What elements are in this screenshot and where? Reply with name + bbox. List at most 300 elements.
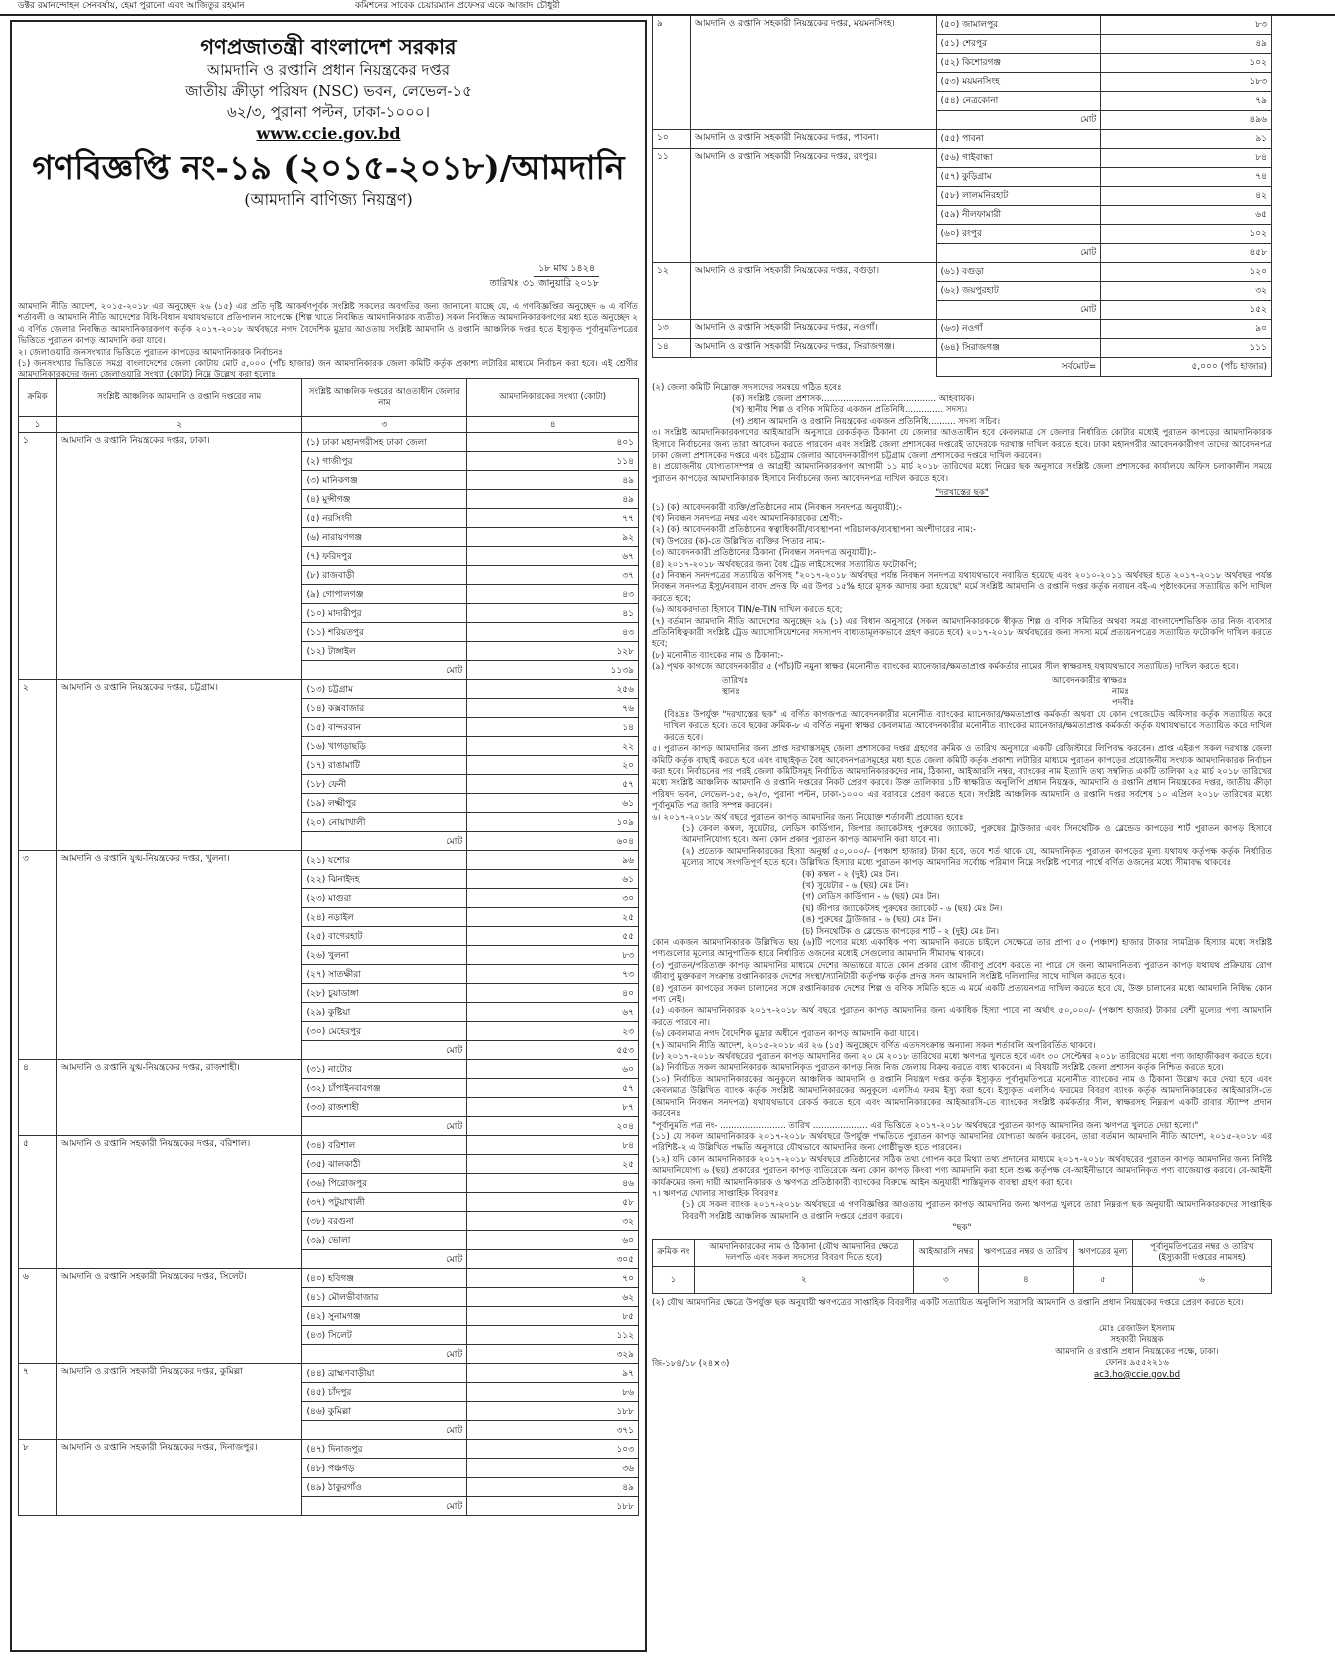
signer-behalf: আমদানি ও রপ্তানি প্রধান নিয়ন্ত্রকের পক্ষে, ঢাকা। [1055,1346,1219,1357]
district-name: (৪০) হবিগঞ্জ [302,1269,467,1288]
th-num-4: ৪ [467,417,639,433]
district-quota: ৪০ [467,984,639,1003]
district-quota: ৬১ [467,870,639,889]
district-name: (৮) রাজবাড়ী [302,566,467,585]
district-name: (২১) যশোর [302,851,467,870]
total-label: মোট [302,661,467,680]
district-quota: ৬০ [467,1060,639,1079]
bt-n6: ৬ [1133,1267,1272,1294]
committee-c: (গ) প্রধান আমদানি ও রপ্তানি নিয়ন্ত্রকের একজন প্রতিনিধি.......... সদস্য সচিব। [732,416,1001,427]
district-quota: ৩৬ [467,1459,639,1478]
office-name: আমদানি ও রপ্তানি সহকারী নিয়ন্ত্রকের দপ্তর, পাবনা। [690,129,936,148]
district-name: (৫৬) গাইবান্ধা [936,148,1101,167]
total-value: ৪৯৬ [1101,110,1272,129]
th-quota: আমদানিকারকের সংখ্যা (কোটা) [467,379,639,417]
bt-n4: ৪ [979,1267,1074,1294]
para-6-2: (২) প্রত্যেক আমদানিকারকের হিস্যা অনুর্ধ্ব ৫০,০০০/- (পঞ্চাশ হাজার) টাকা হবে, তবে শর্ত থাকে যে, আমদানিকৃত পুরাতন কাপড়ের মূল্য যথাযথ কর্তৃপক্ষ কর্তৃক নির্ধারিত মূল্যের সাথে সংগতিপূর্ণ হতে হবে। উল্লিখিত হিস্যার মধ্যে পুরাতন কাপড় আমদানির সর্বোচ্চ পরিমাণ নিম্নে সংশ্লিষ্ট পণ্যের পার্শ্বে বর্ণিত ওজনের মধ্যে সীমাবদ্ধ থাকবেঃ [682,846,1272,869]
office-serial: ৯ [653,15,691,129]
district-name: (৫৯) নীলফামারী [936,205,1101,224]
office-name: আমদানি ও রপ্তানি নিয়ন্ত্রকের দপ্তর, চট্টগ্রাম। [56,680,302,851]
office-name: আমদানি ও রপ্তানি সহকারী নিয়ন্ত্রকের দপ্তর, দিনাজপুর। [56,1440,302,1516]
bt-h2: আমদানিকারকের নাম ও ঠিকানা (যৌথ আমদানির ক্ষেত্রে দলপতি এবং সকল সদস্যের বিবরণ দিতে হবে) [694,1239,913,1267]
date-label: তারিখঃ [489,278,519,289]
condition-item: (১২) যদি কোন আমদানিকারক ২০১৭-২০১৮ অর্থবছরে প্রতিষ্ঠানের সঠিক তথ্য গোপন করে মিথ্যা তথ্য প্রদানের মাধ্যমে ২০১৭-২০১৮ অর্থবছরের পুরাতন কাপড় আমদানির জন্য নির্দিষ্ট আমদানিযোগ্য ৬ (ছয়) প্রকারের পুরাতন কাপড় ব্যতিরেকে অন্য কোন কাপড় কিংবা পণ্য আমদানি করা হলে শুল্ক কর্তৃপক্ষ বে-আইনীভাবে আমদানিকৃত পণ্য বাজেয়াপ্ত করবে। বে-আইনী কার্যক্রমের জন্য দায়ী আমদানিকারক ও ঋণপত্র প্রতিষ্ঠাকারী ব্যাংকের বিরুদ্ধে আইন অনুযায়ী শাস্তিমূলক ব্যবস্থা গ্রহণ করা হবে। [652,1154,1272,1188]
weight-item: (খ) সুয়েটার - ৬ (ছয়) মেঃ টন। [802,880,909,891]
office-name: আমদানি ও রপ্তানি সহকারী নিয়ন্ত্রকের দপ্তর, বগুড়া। [690,262,936,319]
chhok-title: "ছক" [952,1223,972,1234]
district-quota: ৪৯ [467,490,639,509]
condition-item: "পূর্বানুমতি পত্র নং- ........................ তারিখ .................... এর ভিত্তিতে ২০১৭-২০১৮ অর্থবছরে পুরাতন কাপড় আমদানির জন্য ঋণপত্র খুলতে দেয়া হলো।" [652,1120,1199,1131]
office-name: আমদানি ও রপ্তানি সহকারী নিয়ন্ত্রকের দপ্তর, বরিশাল। [56,1136,302,1269]
district-quota: ১১১ [1101,338,1272,357]
form-item: (৫) নিবন্ধন সনদপত্রের সত্যায়িত কপিসহ "২০১৭-২০১৮ অর্থবছর পর্যন্ত নিবন্ধন সনদপত্র যথাযথভাবে নবায়িত হয়েছে এবং ২০১০-২০১১ অর্থবছর হতে ২০১৭-২০১৮ অর্থবছর পর্যন্ত নিবন্ধন সনদপত্র ইস্যু/নবায়ন বাবদ প্রদত্ত ফি এর উপর ১৫% হারে মূসক আদায় করা হয়েছে" মর্মে সংশ্লিষ্ট আমদানি ও রপ্তানি দপ্তর কর্তৃক নবায়ন বই-এ পৃষ্ঠাংকনের সত্যায়িত কপি দাখিল করতে হবে; [652,571,1272,604]
district-name: (২৮) চুয়াডাঙ্গা [302,984,467,1003]
address: ৬২/৩, পুরানা পল্টন, ঢাকা-১০০০। [227,103,430,121]
district-quota: ৪৬ [467,1174,639,1193]
bt-h4: ঋণপত্রের নম্বর ও তারিখ [979,1239,1074,1267]
district-quota: ৯১ [1101,129,1272,148]
district-name: (৯) গোপালগঞ্জ [302,585,467,604]
district-name: (২০) নোয়াখালী [302,813,467,832]
form-date: তারিখঃ [722,675,749,686]
date-block [409,262,599,291]
office-name: আমদানি ও রপ্তানি যুগ্ম-নিয়ন্ত্রকের দপ্তর, রাজশাহী। [56,1060,302,1136]
form-item: (৬) আয়করদাতা হিসাবে TIN/e-TIN দাখিল করতে হবে; [652,605,843,616]
district-quota: ৫৫ [467,927,639,946]
para-4: ৪। প্রয়োজনীয় যোগ্যতাসম্পন্ন ও আগ্রহী আমদানিকারকগণ আগামী ১১ মার্চ ২০১৮ তারিখের মধ্যে নিম্নের ছক অনুসারে সংশ্লিষ্ট জেলা প্রশাসকের কার্যালয়ে অফিস চলাকালীন সময়ে পুরাতন কাপড়ের আমদানিকারক হিসাবে নির্বাচনের জন্য আবেদনপত্র দাখিল করতে হবে। [652,462,1272,484]
office-name: আমদানি ও রপ্তানি সহকারী নিয়ন্ত্রকের দপ্তর, রংপুর। [690,148,936,262]
district-name: (৪৯) ঠাকুরগাঁও [302,1478,467,1497]
form-item: (৮) মনোনীত ব্যাংকের নাম ও ঠিকানা:- [652,650,784,661]
condition-item: (৪) পুরাতন কাপড়ের সকল চালানের সঙ্গে রপ্তানিকারক দেশের শিল্প ও বণিক সমিতি হতে এ মর্মে একটি প্রত্যয়নপত্র দাখিল করতে হবে যে, উক্ত চালানের মধ্যে আমদানি নিষিদ্ধ কোন পণ্য নেই। [652,983,1272,1006]
district-quota: ২৫ [467,908,639,927]
district-name: (৫০) জামালপুর [936,15,1101,34]
form-place: স্থানঃ [722,687,740,698]
form-items [652,503,1272,674]
form-item: (২) (ক) আবেদনকারী প্রতিষ্ঠানের স্বত্বাধিকারী/ব্যবস্থাপনা পরিচালক/ব্যবস্থাপনা অংশীদারের নাম:- [652,525,976,536]
district-name: (৬) নারায়ণগঞ্জ [302,528,467,547]
weight-item: (ক) কম্বল - ২ (দুই) মেঃ টন। [802,869,899,880]
district-quota: ৯২ [467,528,639,547]
district-name: (১৩) চট্টগ্রাম [302,680,467,699]
table-row [653,319,1272,338]
district-name: (৪১) মৌলভীবাজার [302,1288,467,1307]
district-quota: ২৩ [467,1022,639,1041]
weight-list [652,870,1272,938]
form-item: (৭) বর্তমান আমদানি নীতি আদেশের অনুচ্ছেদ ২৯ (১) এর বিধান অনুসারে (সকল আমদানিকারককে স্বীকৃত শিল্প ও বণিক সমিতির অথবা সমগ্র বাংলাদেশভিত্তিক তার নিজ ব্যবসার প্রতিনিধিত্বকারী সংশ্লিষ্ট ট্রেড অ্যাসোসিয়েশনের সদস্যপদ বাধ্যতামূলকভাবে গ্রহণ করতে হবে) ২০১৭-২০১৮ অর্থবছরের জন্য সদস্য মর্মে প্রত্যয়নপত্রের সত্যায়িত ফটোকপি দাখিল করতে হবে; [652,616,1273,650]
district-quota: ৬৫ [1101,205,1272,224]
total-label: মোট [936,243,1101,262]
district-quota: ১০৯ [467,813,639,832]
condition-item: (৬) কেবলমাত্র নগদ বৈদেশিক মুদ্রার অধীনে পুরাতন কাপড় আমদানি করা যাবে। [652,1029,919,1040]
district-quota: ১২৮ [467,642,639,661]
district-name: (৩৫) ঝালকাঠী [302,1155,467,1174]
weekly-statement-table [652,1239,1272,1295]
district-quota: ৪৩ [467,585,639,604]
total-label: মোট [302,1421,467,1440]
total-value: ১৫২ [1101,300,1272,319]
district-name: (১৭) রাঙামাটি [302,756,467,775]
notice-header [12,34,645,211]
district-name: (১৪) কক্সবাজার [302,699,467,718]
district-quota: ৮৪ [1101,148,1272,167]
condition-item: (১১) যে সকল আমদানিকারক ২০১৭-২০১৮ অর্থবছরে উপর্যুক্ত পদ্ধতিতে পুরাতন কাপড় আমদানির যোগ্যতা অর্জন করবেন, তারা বর্তমান আমদানি নীতি আদেশ, ২০১৫-২০১৮ এর পরিশিষ্ট-২ এ উল্লিখিত পদ্ধতি অনুসারে যৌথভাবে আমদানির জন্য গোষ্ঠীভুক্ত হতে পারবেন। [652,1131,1272,1154]
district-name: (১৫) বান্দরবান [302,718,467,737]
office-serial: ১ [19,433,57,680]
table-row [19,1060,639,1079]
district-quota: ৭০ [467,1269,639,1288]
condition-item: (৫) একজন আমদানিকারক ২০১৭-২০১৮ অর্থ বছরে পুরাতন কাপড় আমদানির জন্য একাধিক হিস্যা পাবে না অর্থাৎ ৫০,০০০/- (পঞ্চাশ হাজার) টাকার বেশী মূল্যের পণ্য আমদানি করতে পারবে না। [652,1006,1272,1028]
condition-item: (৭) আমদানি নীতি আদেশ, ২০১৫-২০১৮ এর ২৬ (১৫) অনুচ্ছেদে বর্ণিত এতদসংক্রান্ত অন্যান্য সকল শর্তাবলি অপরিবর্তিত থাকবে। [652,1040,1096,1051]
district-quota: ৬১ [467,794,639,813]
office-name: আমদানি ও রপ্তানি সহকারী নিয়ন্ত্রকের দপ্তর, কুমিল্লা [56,1364,302,1440]
office-serial: ৫ [19,1136,57,1269]
table-row [19,851,639,870]
district-name: (৪৩) সিলেট [302,1326,467,1345]
form-note: (বিঃদ্রঃ উপর্যুক্ত "দরখাস্তের ছক" এ বর্ণিত কাগজপত্র আবেদনকারীর মনোনীত ব্যাংকের ম্যানেজার/ক্ষমতাপ্রাপ্ত কর্মকর্তা অথবা যে কোন গেজেটেড অফিসার কর্তৃক সত্যায়িত করে দাখিল করতে হবে। তবে ছকের ক্রমিক-৮ এ বর্ণিত নমুনা স্বাক্ষর কেবলমাত্র আবেদনকারীর মনোনীত ব্যাংকের ম্যানেজার/ক্ষমতাপ্রাপ্ত কর্মকর্তা কর্তৃক যথাযথভাবে সত্যায়িত করে দাখিল করতে হবে। [664,709,1272,743]
weight-item: (গ) লেডিস কার্ডিগান - ৬ (ছয়) মেঃ টন। [802,892,940,903]
office-serial: ১১ [653,148,691,262]
grand-total-value: ৫,০০০ (পাঁচ হাজার) [1101,357,1272,376]
district-name: (৪) মুন্সীগঞ্জ [302,490,467,509]
office-serial: ১০ [653,129,691,148]
form-sign-block [652,674,1272,710]
district-name: (২৪) নড়াইল [302,908,467,927]
district-name: (২৫) বাগেরহাট [302,927,467,946]
district-quota: ৪২ [1101,186,1272,205]
office-name: আমদানি ও রপ্তানি সহকারী নিয়ন্ত্রকের দপ্তর, সিলেট। [56,1269,302,1364]
notice-left-column [10,20,647,1652]
district-quota: ৪৯ [467,471,639,490]
bt-n1: ১ [653,1267,695,1294]
para-3: ৩। সংশ্লিষ্ট আমদানিকারকগণের আইআরসি অনুসারে রেকর্ডকৃত ঠিকানা যে জেলার আওতাধীন হবে কেবলমাত্র সে জেলার নির্ধারিত কোটার মধ্যেই পুরাতন কাপড়ের আমদানিকারক হিসাবে নির্বাচনের জন্য তারা আবেদন করতে পারবেন এবং সংশ্লিষ্ট জেলা প্রশাসকের দপ্তরেই তাদেরকে দরখাস্ত দাখিল করতে হবে। ঢাকা মহানগরীর আবেদনকারীগণ তাদের আবেদনপত্র ঢাকা জেলা প্রশাসকের দপ্তরে এবং চট্টগ্রাম জেলার আবেদনকারীগণ চট্টগ্রাম জেলা প্রশাসকের দপ্তরে দাখিল করবেন। [652,428,1272,461]
total-value: ৫৫৩ [467,1041,639,1060]
condition-item: (৩) পুরাতন/পরিত্যক্ত কাপড় আমদানির মাধ্যমে দেশের অভ্যন্তরে যাতে কোন প্রকার রোগ জীবাণু প্রবেশ করতে না পারে সে জন্য আমদানিতব্য পুরাতন কাপড় যথাযথ প্রক্রিয়ায় রোগ জীবাণু মুক্তকরণ সংক্রান্ত রপ্তানিকারক দেশের সংস্থা/স্যানিটারী কর্তৃপক্ষ কর্তৃক প্রদত্ত সনদ আমদানি সংশ্লিষ্ট দলিলাদির সাথে দাখিল করতে হবে। [652,960,1272,983]
district-quota: ১১২ [467,1326,639,1345]
district-quota: ৮৩ [1101,15,1272,34]
table-row [653,338,1272,357]
district-quota: ৩০ [467,889,639,908]
office-name: আমদানি ও রপ্তানি সহকারী নিয়ন্ত্রকের দপ্তর, ময়মনসিংহ। [690,15,936,129]
district-name: (৬৩) নওগাঁ [936,319,1101,338]
district-name: (৬২) জয়পুরহাট [936,281,1101,300]
district-name: (৩৭) পটুয়াখালী [302,1193,467,1212]
district-quota: ৩৭ [467,566,639,585]
district-quota: ১০৩ [467,1440,639,1459]
form-item: (খ) উপরের (ক)-তে উল্লিখিত ব্যক্তির পিতার নাম:- [652,536,825,547]
total-value: ৩২৯ [467,1345,639,1364]
district-quota: ৭৪ [1101,167,1272,186]
office-name: আমদানি ও রপ্তানি সহকারী নিয়ন্ত্রকের দপ্তর, সিরাজগঞ্জ। [690,338,936,357]
district-name: (১১) শরিয়তপুর [302,623,467,642]
table-row [19,680,639,699]
committee-a: (ক) সংশ্লিষ্ট জেলা প্রশাসক.......................................... আহবায়ক। [732,393,975,404]
district-name: (৫২) কিশোরগঞ্জ [936,53,1101,72]
office-serial: ১২ [653,262,691,319]
total-label: মোট [302,1250,467,1269]
th-num-2: ২ [56,417,302,433]
bt-h3: আইআরসি নম্বর [913,1239,978,1267]
quota-table-left [18,378,639,1516]
office-name: আমদানি ও রপ্তানি প্রধান নিয়ন্ত্রকের দপ্তর [207,61,450,79]
para-7-1: (১) যে সকল ব্যাংক ২০১৭-২০১৮ অর্থবছরে এ গণবিজ্ঞপ্তির আওতায় পুরাতন কাপড় আমদানির জন্য ঋণপত্র খুলবে তারা নিম্নরূপ ছক অনুযায়ী আমদানিকারকদের সাপ্তাহিক বিবরণী সংশ্লিষ্ট আঞ্চলিক আমদানি ও রপ্তানি দপ্তরে প্রেরণ করবে। [682,1200,1272,1222]
bt-n5: ৫ [1073,1267,1132,1294]
signer-phone: ফোনঃ ৯৫৫২২১৬ [1105,1358,1169,1369]
total-value: ৬০৪ [467,832,639,851]
district-name: (৩) মানিকগঞ্জ [302,471,467,490]
district-name: (২) গাজীপুর [302,452,467,471]
intro-text [18,302,638,382]
district-quota: ৩২ [467,1212,639,1231]
district-name: (৫৪) নেত্রকোনা [936,91,1101,110]
district-name: (১০) মাদারীপুর [302,604,467,623]
para-6-title: ৬। ২০১৭-২০১৮ অর্থ বছরে পুরাতন কাপড় আমদানির জন্য নিয়োক্ত শর্তাবলী প্রযোজ্য হবেঃ [652,812,964,823]
form-applicant-sign: আবেদনকারীর স্বাক্ষরঃ [1052,675,1128,686]
district-quota: ৮৫ [467,1307,639,1326]
quota-table-right [652,14,1272,377]
district-name: (৪২) সুনামগঞ্জ [302,1307,467,1326]
district-name: (২৩) মাগুরা [302,889,467,908]
district-quota: ৭৬ [467,699,639,718]
table-row [653,148,1272,167]
district-name: (৩২) চাঁপাইনবাবগঞ্জ [302,1079,467,1098]
signature-block [1012,1324,1262,1382]
district-name: (৭) ফরিদপুর [302,547,467,566]
total-label: মোট [302,1345,467,1364]
office-serial: ১৪ [653,338,691,357]
district-name: (৩৯) ভোলা [302,1231,467,1250]
district-quota: ৮৪ [467,1136,639,1155]
district-quota: ৯৬ [467,851,639,870]
district-name: (৫৩) ময়মনসিংহ [936,72,1101,91]
date-bangla: ১৮ মাঘ ১৪২৪ [534,262,599,277]
condition-item: (৮) ২০১৭-২০১৮ অর্থবছরের পুরাতন কাপড় আমদানির জন্য ২০ মে ২০১৮ তারিখের মধ্যে ঋণপত্র খুলতে হবে এবং ৩০ সেপ্টেম্বর ২০১৮ তারিখের মধ্যে পণ্য জাহাজীকরণ করতে হবে। [652,1052,1272,1063]
district-quota: ৮৭ [467,1098,639,1117]
district-name: (৩৩) রাজশাহী [302,1098,467,1117]
total-value: ৩০৫ [467,1250,639,1269]
condition-item: কোন একজন আমদানিকারক উল্লিখিত ছয় (৬)টি পণ্যের মধ্যে একাধিক পণ্য আমদানি করতে চাইলে সেক্ষেত্রে তার প্রাপ্য ৫০ (পঞ্চাশ) হাজার টাকার সামগ্রিক হিস্যার মধ্যে সংশ্লিষ্ট পণ্যগুলোর মূল্যের আনুপাতিক হারে নির্ধারিত ওজনের মধ্যেই সেগুলোর আমদানি সীমাবদ্ধ থাকবে। [652,938,1272,960]
table-row [653,262,1272,281]
district-quota: ৬৭ [467,1003,639,1022]
para-7-2: (২) যৌথ আমদানির ক্ষেত্রে উপর্যুক্ত ছক অনুযায়ী ঋণপত্রের সাপ্তাহিক বিবরণীর একটি সত্যায়িত অনুলিপি সরাসরি আমদানি ও রপ্তানি প্রধান নিয়ন্ত্রকের দপ্তরে প্রেরণ করতে হবে। [652,1298,1244,1309]
form-name: নামঃ [1112,687,1129,698]
district-quota: ৪৯ [1101,34,1272,53]
th-district: সংশ্লিষ্ট আঞ্চলিক দপ্তরের আওতাধীন জেলার নাম [302,379,467,417]
district-name: (৫৫) পাবনা [936,129,1101,148]
district-quota: ৮৩ [467,946,639,965]
top-strip-middle: কমিশনের সাবেক চেয়ারম্যান প্রফেসর একে আজাদ চৌধুরী [355,1,560,11]
bt-h6: পূর্বানুমতিপত্রের নম্বর ও তারিখ (ইস্যুকারী দপ্তরের নামসহ) [1133,1239,1272,1267]
bt-h5: ঋণপত্রের মূল্য [1073,1239,1132,1267]
office-name: আমদানি ও রপ্তানি নিয়ন্ত্রকের দপ্তর, ঢাকা। [56,433,302,680]
district-name: (৩৬) পিরোজপুর [302,1174,467,1193]
district-quota: ৪০১ [467,433,639,452]
district-quota: ৭৯ [1101,91,1272,110]
district-name: (৩৪) বরিশাল [302,1136,467,1155]
district-quota: ২২ [467,737,639,756]
para-5: ৫। পুরাতন কাপড় আমদানির জন্য প্রাপ্ত দরখাস্তসমূহ জেলা প্রশাসকের দপ্তর গ্রহণের ক্রমিক ও তারিখ অনুসারে একটি রেজিস্টারে লিপিবদ্ধ করবেন। প্রাপ্ত এইরূপ সকল দরখাস্ত জেলা কমিটি কর্তৃক বাছাই করতে হবে এবং বাছাইকৃত বৈধ আবেদনপত্রসমূহের মধ্য হতে জেলা কমিটি কর্তৃক প্রকাশ্য লটারির মাধ্যমে পুরাতন কাপড়ের প্রয়োজনীয় সংখ্যক আমদানিকারক নির্বাচন করা হবে। নির্বাচনের পর পরই জেলা কমিটিসমূহ নির্বাচিত আমদানিকারকদের নাম, ঠিকানা, আইআরসি নম্বর, ব্যাংকের নাম ইত্যাদি তথ্য সম্বলিত একটি তালিকা ২৫ মার্চ ২০১৮ তারিখের মধ্যে সংশ্লিষ্ট আঞ্চলিক আমদানি ও রপ্তানি দপ্তরের নিকট প্রেরণ করবে। উক্ত তালিকার ১টি স্বাক্ষরিত অনুলিপি প্রধান নিয়ন্ত্রক, আমদানি ও রপ্তানি প্রধান নিয়ন্ত্রকের দপ্তর, জাতীয় ক্রীড়া পরিষদ ভবন, লেভেল-১৫, ৬২/৩, পুরানা পল্টন, ঢাকা-১০০০ এর বরাবরে প্রেরণ করতে হবে। সংশ্লিষ্ট আঞ্চলিক আমদানি ও রপ্তানি দপ্তর সর্বশেষ ১০ এপ্রিল ২০১৮ তারিখের মধ্যে পূর্বানুমতি পত্র জারি সম্পন্ন করবেন। [652,744,1272,812]
table-row [653,129,1272,148]
form-title: "দরখাস্তের ছক" [935,488,989,499]
district-name: (৪৭) দিনাজপুর [302,1440,467,1459]
district-name: (৫৭) কুড়িগ্রাম [936,167,1101,186]
weight-item: (ঘ) জীপার জ্যাকেটসহ পুরুষের জ্যাকেট - ৬ (ছয়) মেঃ টন। [802,903,1003,914]
district-quota: ৪৯ [467,1478,639,1497]
district-name: (৪৫) চাঁদপুর [302,1383,467,1402]
district-quota: ৪১ [467,604,639,623]
intro-para-2: ২। জেলাওয়ারি জনসংখ্যার ভিত্তিতে পুরাতন কাপড়ের আমদানিকারক নির্বাচনঃ [18,347,283,358]
notice-right-column [652,14,1328,1652]
building-name: জাতীয় ক্রীড়া পরিষদ (NSC) ভবন, লেভেল-১৫ [185,82,472,100]
district-name: (৫) নরসিংদী [302,509,467,528]
bt-h1: ক্রমিক নং [653,1239,695,1267]
district-quota: ৬২ [467,1288,639,1307]
district-quota: ১০২ [1101,224,1272,243]
district-quota: ৫৭ [467,775,639,794]
district-quota: ২৫৬ [467,680,639,699]
website-link[interactable]: www.ccie.gov.bd [256,124,401,143]
district-name: (২৬) খুলনা [302,946,467,965]
condition-item: (৯) নির্বাচিত সকল আমদানিকারক আমদানিকৃত পুরাতন কাপড় নিজ নিজ জেলায় বিক্রয় করতে বাধ্য থাকবেন। এ বিষয়টি সংশ্লিষ্ট জেলা প্রশাসন কর্তৃক নিশ্চিত করতে হবে। [652,1063,1224,1074]
district-name: (১) ঢাকা মহানগরীসহ ঢাকা জেলা [302,433,467,452]
table-row [19,1440,639,1459]
condition-item: (১০) নির্বাচিত আমদানিকারকের অনুকূলে আঞ্চলিক আমদানি ও রপ্তানি নিয়ন্ত্রণ দপ্তর কর্তৃক ইস্যুকৃত পূর্বানুমতিপত্রে মনোনীত ব্যাংকের নাম ও ঠিকানা উল্লেখ করে দেয়া হবে এবং কেবলমাত্র উল্লিখিত ব্যাংক কর্তৃক সংশ্লিষ্ট আমদানিকারকের অনুকূলে এলসিএ ফরম ইস্যু করা হবে। ইস্যুকৃত এলসিএ ফরমের বিবরণ ব্যাংক কর্তৃক আমদানিকারকের আইআরসি-তে (আমদানি নিবন্ধন সনদপত্র) যথাযথভাবে রেকর্ড করতে হবে এবং আমদানিকারকের আইআরসি-তে ব্যাংকের সংশ্লিষ্ট কর্মকর্তার সীল, স্বাক্ষরসহ নিম্নরূপ একটি রাবার স্ট্যাম্প প্রদান করবেনঃ [652,1074,1272,1120]
total-label: মোট [936,110,1101,129]
form-post: পদবীঃ [1112,698,1135,709]
th-num-3: ৩ [302,417,467,433]
notice-subtitle: (আমদানি বাণিজ্য নিয়ন্ত্রণ) [244,190,413,209]
district-quota: ৪৩ [467,623,639,642]
committee-b: (খ) স্থানীয় শিল্প ও বণিক সমিতির একজন প্রতিনিধি.............. সদস্য। [732,405,968,416]
th-serial: ক্রমিক [19,379,57,417]
total-value: ১১৩৯ [467,661,639,680]
district-quota: ১৮৮ [467,1402,639,1421]
district-quota: ৯৭ [467,1364,639,1383]
district-name: (৬০) রংপুর [936,224,1101,243]
district-name: (৬১) বগুড়া [936,262,1101,281]
signer-email[interactable]: ac3.ho@ccie.gov.bd [1093,1369,1181,1380]
office-serial: ২ [19,680,57,851]
date-english: ৩১ জানুয়ারি ২০১৮ [522,278,599,289]
office-serial: ৭ [19,1364,57,1440]
right-text [652,382,1273,1380]
total-value: ৪৫৮ [1101,243,1272,262]
district-quota: ৭৩ [467,965,639,984]
grand-total-row [653,357,1272,376]
grand-total-label: সর্বমোট= [936,357,1101,376]
district-quota: ১২০ [1101,262,1272,281]
committee-title: (২) জেলা কমিটি নিম্নোক্ত সদস্যদের সমন্বয়ে গঠিত হবেঃ [652,382,842,393]
total-label: মোট [302,1117,467,1136]
district-name: (৪৬) কুমিল্লা [302,1402,467,1421]
gd-code: জি-১৮৪/১৮ (২৪×৩) [652,1359,730,1370]
district-name: (২৯) কুষ্টিয়া [302,1003,467,1022]
district-name: (৬৪) সিরাজগঞ্জ [936,338,1101,357]
district-name: (৩১) নাটোর [302,1060,467,1079]
district-quota: ৭৭ [467,509,639,528]
intro-para-1: আমদানি নীতি আদেশ, ২০১৫-২০১৮ এর অনুচ্ছেদ ২৬ (১৫) এর প্রতি দৃষ্টি আকর্ষণপূর্বক সংশ্লিষ্ট সকলের অবগতির জন্য জানানো যাচ্ছে যে, এ গণবিজ্ঞপ্তির অনুচ্ছেদ ৬ এ বর্ণিত শর্তাবলী ও আমদানি নীতি আদেশের বিধি-বিধান যথাযথভাবে প্রতিপালন সাপেক্ষে (শিল্প খাতে নিবন্ধিত আমদানিকারক ব্যতীত) সকল নিবন্ধিত আমদানিকারকগণের মধ্য হতে অনুচ্ছেদ ২ এ বর্ণিত জেলার নিবন্ধিত আমদানিকারকগণ কর্তৃক ২০১৭-২০১৮ অর্থবছরে নগদ বৈদেশিক মুদ্রার আওতায় সংশ্লিষ্ট আমদানি ও রপ্তানি আঞ্চলিক দপ্তর হতে ইস্যুকৃত পূর্বানুমতিপত্রের ভিত্তিতে পুরাতন কাপড় আমদানি করা যাবে। [18,302,638,347]
total-value: ২০৪ [467,1117,639,1136]
total-label: মোট [302,1041,467,1060]
table-row [19,1136,639,1155]
form-item: (৪) ২০১৭-২০১৮ অর্থবছরের জন্য বৈধ ট্রেড লাইসেন্সের সত্যায়িত ফটোকপি; [652,559,917,570]
office-name: আমদানি ও রপ্তানি সহকারী নিয়ন্ত্রকের দপ্তর, নওগাঁ। [690,319,936,338]
district-quota: ২০ [467,756,639,775]
district-name: (১৬) খাগড়াছড়ি [302,737,467,756]
para-7-title: ৭। ঋণপত্র খোলার সাপ্তাহিক বিবরণঃ [652,1188,779,1199]
th-num-1: ১ [19,417,57,433]
total-label: মোট [302,1497,467,1516]
district-name: (৫৮) লালমনিরহাট [936,186,1101,205]
district-quota: ৫৭ [467,1079,639,1098]
district-quota: ৬৭ [467,547,639,566]
total-value: ৩৭১ [467,1421,639,1440]
bt-n3: ৩ [913,1267,978,1294]
bt-n2: ২ [694,1267,913,1294]
district-name: (৩৮) বরগুনা [302,1212,467,1231]
total-label: মোট [302,832,467,851]
district-quota: ১০২ [1101,53,1272,72]
district-name: (২২) ঝিনাইদহ [302,870,467,889]
table-row [653,15,1272,34]
intro-para-3: (১) জনসংখ্যার ভিত্তিতে সমগ্র বাংলাদেশের জেলা কোটায় মোট ৫,০০০ (পাঁচ হাজার) জন আমদানিকারক জেলা কমিটি কর্তৃক প্রকাশ্য লটারির মাধ্যমে নির্বাচন করা হবে। এই শ্রেণীর আমদানিকারকদের জন্য জেলাওয়ারি সংখ্যা (কোটা) নিম্নে উল্লেখ করা হলোঃ [18,359,638,381]
office-serial: ৪ [19,1060,57,1136]
district-quota: ৯০ [1101,319,1272,338]
signer-name: মোঃ রেজাউল ইসলাম [1098,1323,1176,1334]
district-name: (৩০) মেহেরপুর [302,1022,467,1041]
para-6-rest [652,938,1272,1189]
district-name: (১৯) লক্ষ্মীপুর [302,794,467,813]
form-item: (৩) আবেদনকারী প্রতিষ্ঠানের ঠিকানা (নিবন্ধন সনদপত্র অনুযায়ী):- [652,548,877,559]
district-quota: ২৫ [467,1155,639,1174]
top-strip-left: ডক্টর রমানন্দোহন সেনবর্ষায়, হেমা পুরানো এবং আজিতুর রহমান [18,1,245,11]
office-name: আমদানি ও রপ্তানি যুগ্ম-নিয়ন্ত্রকের দপ্তর, খুলনা। [56,851,302,1060]
gov-title: গণপ্রজাতন্ত্রী বাংলাদেশ সরকার [200,34,457,59]
total-value: ১৮৮ [467,1497,639,1516]
district-quota: ৫৮ [467,1193,639,1212]
table-row [19,1364,639,1383]
district-quota: ৮৬ [467,1383,639,1402]
office-serial: ৮ [19,1440,57,1516]
form-item: (১) (ক) আবেদনকারী ব্যক্তি/প্রতিষ্ঠানের নাম (নিবন্ধন সনদপত্র অনুযায়ী):- [652,502,902,513]
notice-title: গণবিজ্ঞপ্তি নং-১৯ (২০১৫-২০১৮)/আমদানি [32,148,625,187]
para-6-1: (১) কেবল কম্বল, সুয়েটার, লেডিস কার্ডিগান, জিপার জ্যাকেটসহ পুরুষের জ্যাকেট, পুরুষের ট্রাউজার এবং সিনথেটিক ও ব্লেন্ডেড কাপড়ের শার্ট পুরাতন কাপড় হিসাবে আমদানিযোগ্য হবে। অন্য কোন প্রকার পুরাতন কাপড় আমদানি করা যাবে না। [682,823,1272,846]
weight-item: (ঙ) পুরুষের ট্রাউজার - ৬ (ছয়) মেঃ টন। [802,915,942,926]
office-serial: ৬ [19,1269,57,1364]
district-quota: ১৮৩ [1101,72,1272,91]
form-item: (৯) পৃথক কাগজে আবেদনকারীর ৫ (পাঁচ)টি নমুনা স্বাক্ষর (মনোনীত ব্যাংকের ম্যানেজার/ক্ষমতাপ্রাপ্ত কর্মকর্তার নামের সীল স্বাক্ষরসহ যথাযথভাবে সত্যায়িত) দাখিল করতে হবে। [652,662,1239,673]
form-item: (খ) নিবন্ধন সনদপত্র নম্বর এবং আমদানিকারকের শ্রেণী:- [652,513,843,524]
district-quota: ১৪ [467,718,639,737]
district-quota: ৩২ [1101,281,1272,300]
district-quota: ৬০ [467,1231,639,1250]
district-name: (৫১) শেরপুর [936,34,1101,53]
table-row [19,1269,639,1288]
th-office: সংশ্লিষ্ট আঞ্চলিক আমদানি ও রপ্তানি দপ্তরের নাম [56,379,302,417]
office-serial: ১৩ [653,319,691,338]
table-row [19,433,639,452]
district-name: (১২) টাঙ্গাইল [302,642,467,661]
district-quota: ১১৪ [467,452,639,471]
district-name: (৪৮) পঞ্চগড় [302,1459,467,1478]
weight-item: (চ) সিনথেটিক ও ব্লেন্ডেড কাপড়ের শার্ট - ২ (দুই) মেঃ টন। [802,926,1000,937]
signer-title: সহকারী নিয়ন্ত্রক [1110,1335,1164,1346]
district-name: (৪৪) ব্রাহ্মণবাড়ীয়া [302,1364,467,1383]
total-label: মোট [936,300,1101,319]
district-name: (১৮) ফেনী [302,775,467,794]
office-serial: ৩ [19,851,57,1060]
district-name: (২৭) সাতক্ষীরা [302,965,467,984]
